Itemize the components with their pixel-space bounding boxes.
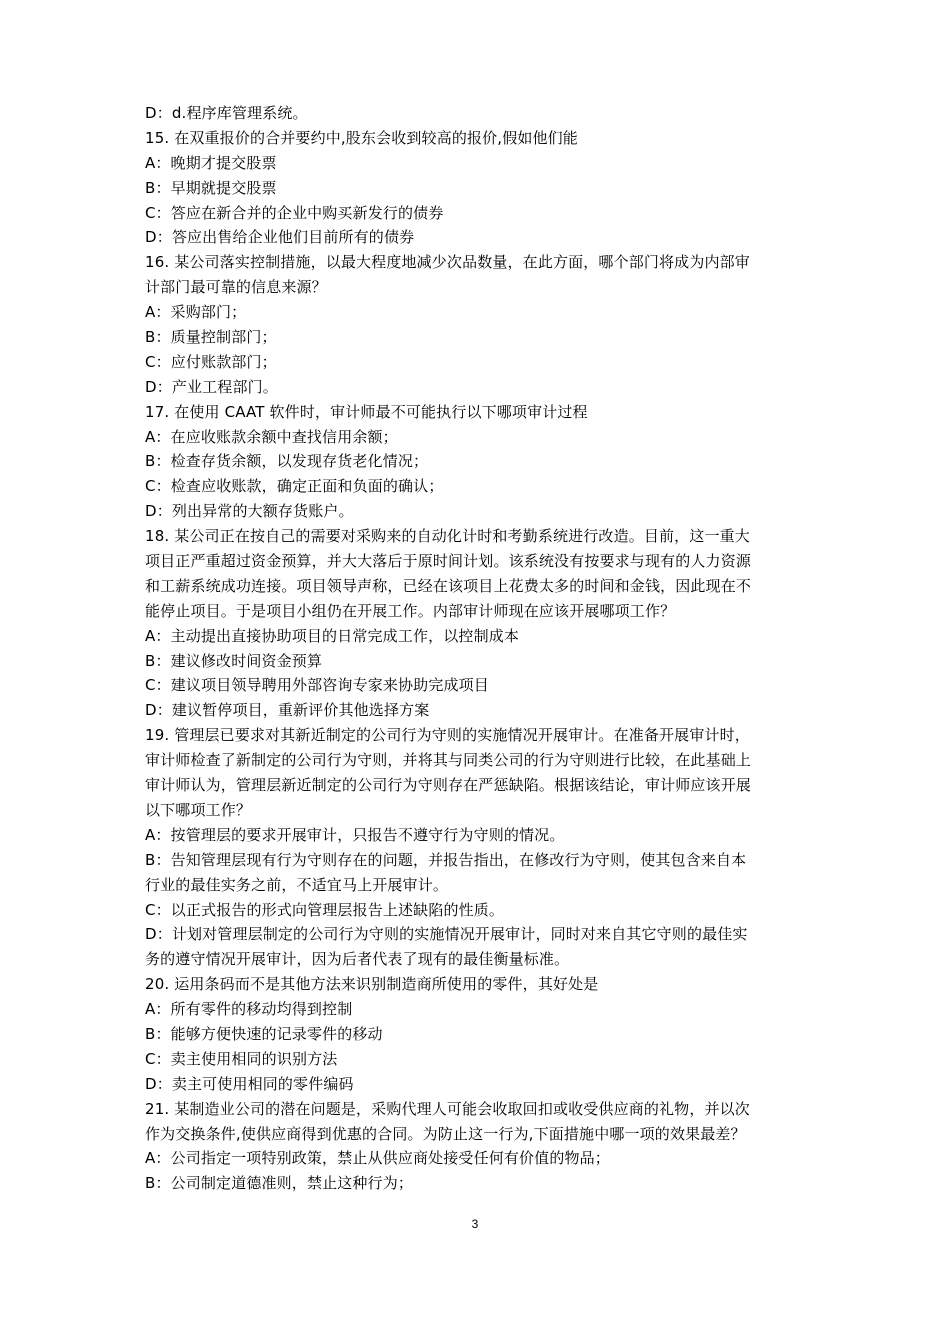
text-line: C：答应在新合并的企业中购买新发行的债券 xyxy=(145,203,444,222)
text-line: 能停止项目。于是项目小组仍在开展工作。内部审计师现在应该开展哪项工作？ xyxy=(145,601,676,620)
text-line: D：建议暂停项目，重新评价其他选择方案 xyxy=(145,701,430,720)
text-line: C：检查应收账款，确定正面和负面的确认； xyxy=(145,477,444,496)
text-line: 19. 管理层已要求对其新近制定的公司行为守则的实施情况开展审计。在准备开展审计时， xyxy=(145,726,750,745)
text-line: B：质量控制部门； xyxy=(145,328,277,347)
text-line: 审计师检查了新制定的公司行为守则，并将其与同类公司的行为守则进行比较，在此基础上 xyxy=(145,751,752,770)
page-number: 3 xyxy=(471,1217,479,1231)
text-line: 计部门最可靠的信息来源？ xyxy=(145,278,327,297)
text-line: 审计师认为，管理层新近制定的公司行为守则存在严惩缺陷。根据该结论，审计师应该开展 xyxy=(145,776,752,795)
text-line: C：应付账款部门； xyxy=(145,352,277,371)
text-line: D：产业工程部门。 xyxy=(145,377,278,396)
text-line: A：在应收账款余额中查找信用余额； xyxy=(145,427,398,446)
text-line: 务的遵守情况开展审计，因为后者代表了现有的最佳衡量标准。 xyxy=(145,950,570,969)
page-body-text xyxy=(145,101,813,1196)
text-line: D：卖主可使用相同的零件编码 xyxy=(145,1074,354,1093)
text-line: B：告知管理层现有行为守则存在的问题，并报告指出，在修改行为守则，使其包含来自本 xyxy=(145,850,747,869)
text-line: 以下哪项工作？ xyxy=(145,800,252,819)
text-line: B：检查存货余额，以发现存货老化情况； xyxy=(145,452,429,471)
text-line: 20. 运用条码而不是其他方法来识别制造商所使用的零件，其好处是 xyxy=(145,975,599,994)
text-line: D：计划对管理层制定的公司行为守则的实施情况开展审计，同时对来自其它守则的最佳实 xyxy=(145,925,748,944)
text-line: C：以正式报告的形式向管理层报告上述缺陷的性质。 xyxy=(145,900,505,919)
text-line: A：按管理层的要求开展审计，只报告不遵守行为守则的情况。 xyxy=(145,825,565,844)
text-line: 15. 在双重报价的合并要约中,股东会收到较高的报价,假如他们能 xyxy=(145,128,578,147)
text-line: B：建议修改时间资金预算 xyxy=(145,651,323,670)
text-line: C：卖主使用相同的识别方法 xyxy=(145,1049,338,1068)
text-line: A：公司指定一项特别政策，禁止从供应商处接受任何有价值的物品； xyxy=(145,1149,610,1168)
text-line: 16. 某公司落实控制措施，以最大程度地减少次品数量，在此方面，哪个部门将成为内部审 xyxy=(145,253,750,272)
text-line: D：列出异常的大额存货账户。 xyxy=(145,502,354,521)
text-line: A：主动提出直接协助项目的日常完成工作，以控制成本 xyxy=(145,626,520,645)
text-line: 和工薪系统成功连接。项目领导声称，已经在该项目上花费太多的时间和金钱，因此现在不 xyxy=(145,576,752,595)
text-line: B：能够方便快速的记录零件的移动 xyxy=(145,1024,383,1043)
text-line: 17. 在使用 CAAT 软件时，审计师最不可能执行以下哪项审计过程 xyxy=(145,402,588,421)
text-line: 项目正严重超过资金预算，并大大落后于原时间计划。该系统没有按要求与现有的人力资源 xyxy=(145,552,752,571)
text-line: A：所有零件的移动均得到控制 xyxy=(145,1000,353,1019)
text-line: D：答应出售给企业他们目前所有的债券 xyxy=(145,228,415,247)
text-line: 行业的最佳实务之前，不适宜马上开展审计。 xyxy=(145,875,449,894)
text-line: A：晚期才提交股票 xyxy=(145,153,277,172)
text-line: D：d.程序库管理系统。 xyxy=(145,104,308,122)
text-line: B：早期就提交股票 xyxy=(145,178,277,197)
text-line: 21. 某制造业公司的潜在问题是，采购代理人可能会收取回扣或收受供应商的礼物，并以次 xyxy=(145,1099,750,1118)
text-line: B：公司制定道德准则，禁止这种行为； xyxy=(145,1174,413,1193)
text-line: 作为交换条件,使供应商得到优惠的合同。为防止这一行为,下面措施中哪一项的效果最差？ xyxy=(145,1124,746,1143)
text-line: C：建议项目领导聘用外部咨询专家来协助完成项目 xyxy=(145,676,489,695)
text-line: A：采购部门； xyxy=(145,303,247,322)
text-line: 18. 某公司正在按自己的需要对采购来的自动化计时和考勤系统进行改造。目前，这一重大 xyxy=(145,527,750,546)
